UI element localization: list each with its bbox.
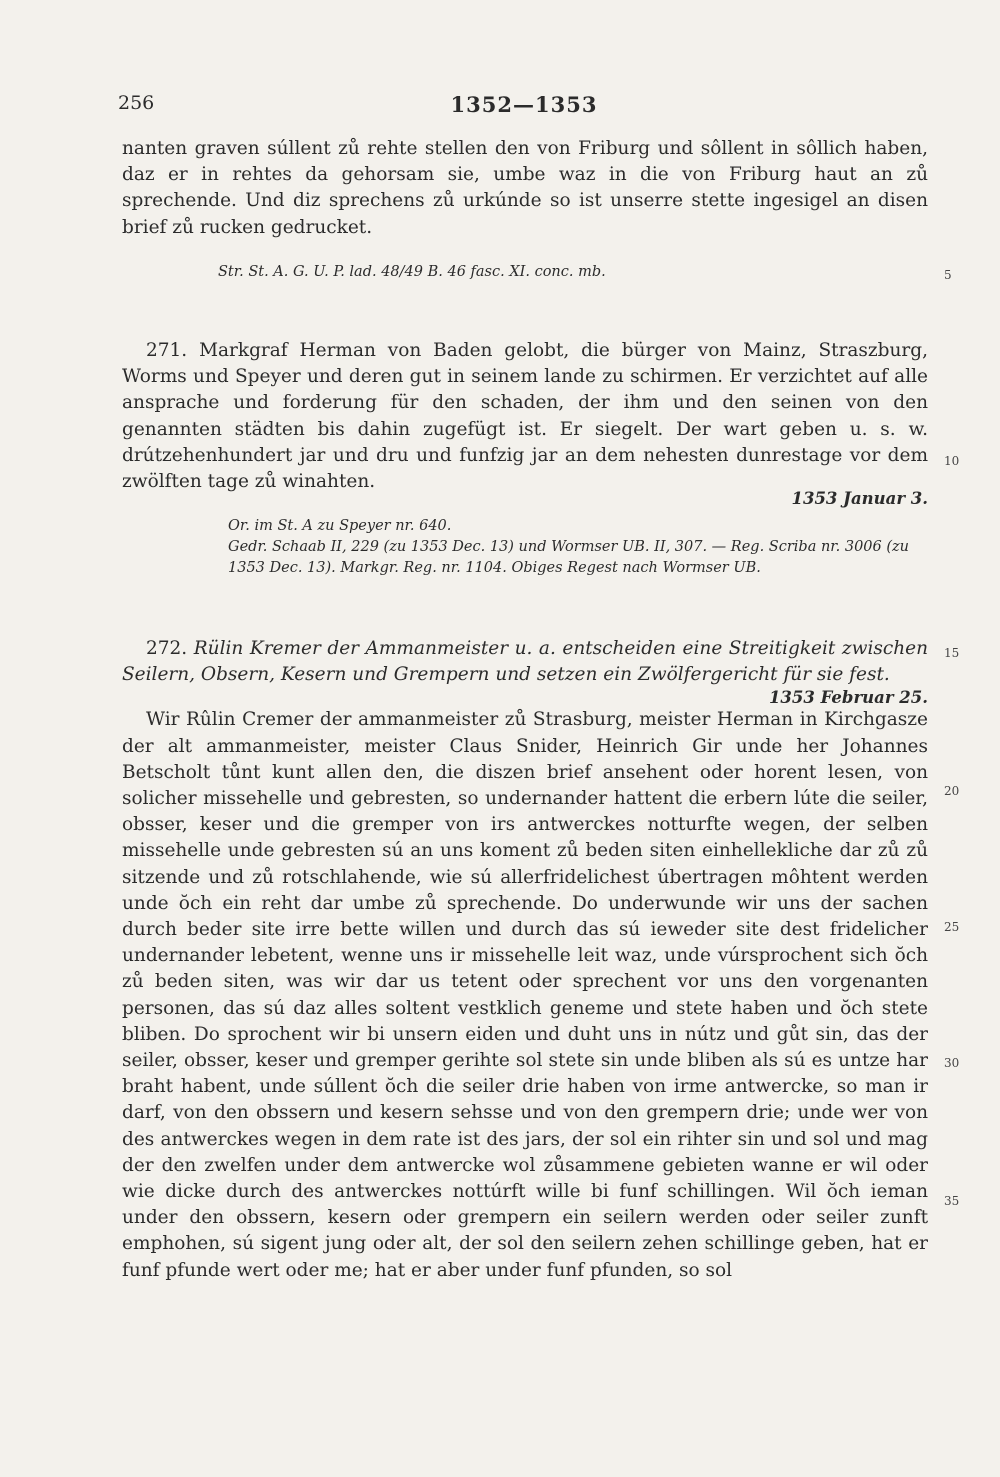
margin-line-number: 10 (944, 454, 960, 468)
running-head: 1352—1353 (450, 92, 598, 117)
doc271-number: 271. (146, 340, 188, 361)
doc272-date: 1353 Februar 25. (768, 688, 928, 708)
doc271-regest (122, 338, 928, 495)
margin-line-number: 30 (944, 1056, 960, 1070)
continuation-source: Str. St. A. G. U. P. lad. 48/49 B. 46 fasc. XI. conc. mb. (218, 264, 606, 280)
document-272 (122, 636, 928, 1284)
page-header (118, 92, 930, 122)
document-271 (122, 338, 928, 508)
page-number: 256 (118, 92, 155, 114)
margin-line-number: 20 (944, 784, 960, 798)
continuation-block (122, 136, 928, 241)
doc272-title (122, 636, 928, 688)
doc272-text: Wir Rûlin Cremer der ammanmeister zů Strasburg, meister Herman in Kirchgasze der alt ammanmeister, meister Claus Snider, Heinrich Gir unde her Johannes Betscholt tůnt kunt allen den, die diszen brief ansehent oder horent lesen, von solicher missehelle und gebresten, so undernander hattent die erbern lúte die seiler, obsser, keser und die gremper von irs antwerckes notturfte wegen, der selben missehelle unde gebresten sú an uns koment zů beden siten einhellekliche dar zů zů sitzende und zů rotschlahende, wie sú allerfridelichest úbertragen môhtent werden unde ŏch ein reht dar umbe zů sprechende. Do underwunde wir uns der sachen durch beder site irre bette willen und durch das sú ieweder site dest fridelicher undernander lebetent, wenne uns ir missehelle leit waz, unde vúrsprochent sich ŏch zů beden siten, was wir dar us tetent oder sprechent vor uns den vorgenanten personen, das sú daz alles soltent vestklich geneme und stete haben und ŏch stete bliben. Do sprochent wir bi unsern eiden und duht uns in nútz und gůt sin, das der seiler, obsser, keser und gremper gerihte sol stete sin unde bliben als sú es untze har braht habent, unde súllent ŏch die seiler drie haben von irme antwercke, so man ir darf, von den obssern und kesern sehsse und von den grempern drie; unde wer von des antwerckes wegen in dem rate ist des jars, der sol ein rihter sin und sol und mag der den zwelfen under dem antwercke wol zůsammene gebieten wanne er wil oder wie dicke durch des antwerckes nottúrft wille bi funf schillingen. Wil ŏch ieman under den obssern, kesern oder grempern ein seilern werden oder seiler zunft emphohen, sú sigent jung oder alt, der sol den seilern zehen schillinge geben, hat er funf pfunde wert oder me; hat er aber under funf pfunden, so sol (122, 709, 928, 1281)
doc271-source-original: Or. im St. A zu Speyer nr. 640. (228, 518, 452, 534)
margin-line-number: 25 (944, 920, 960, 934)
continuation-paragraph: nanten graven súllent zů rehte stellen den von Friburg und sôllent in sôllich haben, daz er in rehtes da gehorsam sie, umbe waz in die von Friburg haut an zů sprechende. Und diz sprechens zů urkúnde so ist unserre stette ingesigel an disen brief zů rucken gedrucket. (122, 138, 928, 238)
margin-line-number: 15 (944, 646, 960, 660)
doc272-number: 272. (146, 638, 188, 659)
doc271-text: Markgraf Herman von Baden gelobt, die bürger von Mainz, Straszburg, Worms und Speyer und deren gut in seinem lande zu schirmen. Er verzichtet auf alle ansprache und forderung für den schaden, der ihm und den seinen von den genannten städten bis dahin zugefügt ist. Er siegelt. Der wart geben u. s. w. drútzehenhundert jar und dru und funfzig jar an dem nehesten dunrestage vor dem zwölften tage zů winahten. (122, 340, 928, 493)
doc271-sources (228, 516, 928, 579)
margin-line-number: 35 (944, 1194, 960, 1208)
continuation-source-block (218, 262, 918, 283)
doc271-source-printed: Gedr. Schaab II, 229 (zu 1353 Dec. 13) und Wormser UB. II, 307. — Reg. Scriba nr. 3006 (zu 1353 Dec. 13). Markgr. Reg. nr. 1104. Obiges Regest nach Wormser UB. (228, 539, 909, 576)
doc272-title-text: Rülin Kremer der Ammanmeister u. a. entscheiden eine Streitigkeit zwischen Seilern, Obsern, Kesern und Grempern und setzen ein Zwölfergericht für sie fest. (122, 638, 928, 686)
margin-line-number: 5 (944, 268, 952, 282)
doc271-date: 1353 Januar 3. (791, 489, 928, 509)
